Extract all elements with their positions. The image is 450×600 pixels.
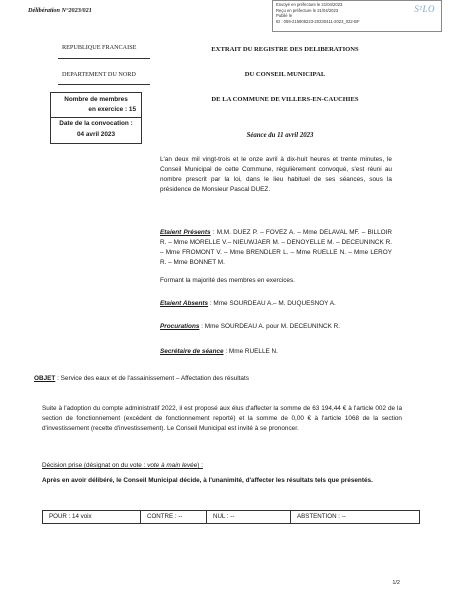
objet-text: : Service des eaux et de l'assainissement – Affectation des résultats xyxy=(55,375,249,382)
objet-label: OBJET xyxy=(34,375,56,382)
body-paragraph: Suite à l'adoption du compte administratif 2022, il est proposé aux élus d'affecter la somme de 63 194,44 € à l'article 002 de la section de fonctionnement (excédent de fonctionnement reporté) et la somme de 0,00 € à l'article 1068 de la section d'investissement (recette d'investissement). Le Conseil Municipal est invité à se prononcer. xyxy=(42,405,402,432)
stamp-line: Reçu en préfecture le 21/04/2023 xyxy=(276,7,339,13)
decision-mode: vote à main levée xyxy=(147,462,198,469)
deliberation-number: Délibération N°2023/021 xyxy=(28,7,92,14)
decision-label-end: ) : xyxy=(197,462,203,469)
procurations-label: Procurations xyxy=(160,323,200,330)
intro-paragraph: L'an deux mil vingt-trois et le onze avril à dix-huit heures et trente minutes, le Conseil Municipal de cette Commune, régulièrement convoqué, s'est réuni au nombre prescrit par la loi, dans le lieu habituel de ses séances, sous la présidence de Monsieur Pascal DUEZ. xyxy=(160,156,392,193)
absents-list: : Mme SOURDEAU A.– M. DUQUESNOY A. xyxy=(208,300,336,307)
secretaire-label: Secrétaire de séance xyxy=(160,348,224,355)
divider xyxy=(58,58,150,59)
members-label: Nombre de membres xyxy=(64,96,128,103)
commune-title: DE LA COMMUNE DE VILLERS-EN-CAUCHIES xyxy=(211,96,359,103)
majority-text: Formant la majorité des membres en exercices. xyxy=(160,277,295,284)
secretaire-name: : Mme RUELLE N. xyxy=(223,348,278,355)
stamp-line: ID : 059-215906223-20230411-2023_022-BF xyxy=(276,18,360,24)
vote-abstention: ABSTENTION : -- xyxy=(297,513,346,520)
prefecture-stamp xyxy=(272,0,442,32)
country-label: REPUBLIQUE FRANCAISE xyxy=(62,44,137,51)
vote-contre: CONTRE : -- xyxy=(141,511,207,523)
seance-date: Séance du 11 avril 2023 xyxy=(246,132,314,139)
vote-nul: NUL : -- xyxy=(207,511,291,523)
decision-heading xyxy=(42,461,402,471)
objet-block xyxy=(34,374,414,384)
register-title: EXTRAIT DU REGISTRE DES DELIBERATIONS xyxy=(211,46,359,53)
vote-table xyxy=(42,510,420,524)
convocation-label: Date de la convocation : xyxy=(59,120,133,127)
s2lo-logo: S²LO xyxy=(414,4,435,14)
procurations-block xyxy=(160,322,392,332)
members-value: en exercice : 15 xyxy=(88,106,136,113)
council-title: DU CONSEIL MUNICIPAL xyxy=(244,71,326,78)
presents-list: : M.M. DUEZ P. – FOVEZ A. – Mme DELAVAL MF. – BILLOIR R. – Mme MORELLE V.– NIEUWJAER M. – DENOYELLE M. – DECEUNINCK R. – Mme FROMONT V. – Mme BRENDLER L. – Mme RUELLE N. – Mme LEROY R. – Mme BONNET M. xyxy=(160,229,392,266)
secretaire-block xyxy=(160,347,392,357)
divider xyxy=(58,84,150,85)
decision-text: Après en avoir délibéré, le Conseil Municipal décide, à l'unanimité, d'affecter les résultats tels que présentés. xyxy=(42,477,373,484)
stamp-line: Publié le xyxy=(276,13,293,19)
page-number: 1/2 xyxy=(392,580,400,586)
convocation-date: 04 avril 2023 xyxy=(76,131,116,138)
vote-pour: POUR : 14 voix xyxy=(43,511,141,523)
presents-block xyxy=(160,228,392,268)
procurations-text: : Mme SOURDEAU A. pour M. DECEUNINCK R. xyxy=(199,323,341,330)
department-label: DEPARTEMENT DU NORD xyxy=(62,71,136,78)
absents-label: Etaient Absents xyxy=(160,300,209,307)
divider xyxy=(50,117,142,118)
presents-label: Etaient Présents xyxy=(160,229,211,236)
decision-label: Décision prise (désignat on du vote : xyxy=(42,462,148,469)
absents-block xyxy=(160,299,392,309)
stamp-line: Envoyé en préfecture le 21/04/2023 xyxy=(276,2,343,7)
